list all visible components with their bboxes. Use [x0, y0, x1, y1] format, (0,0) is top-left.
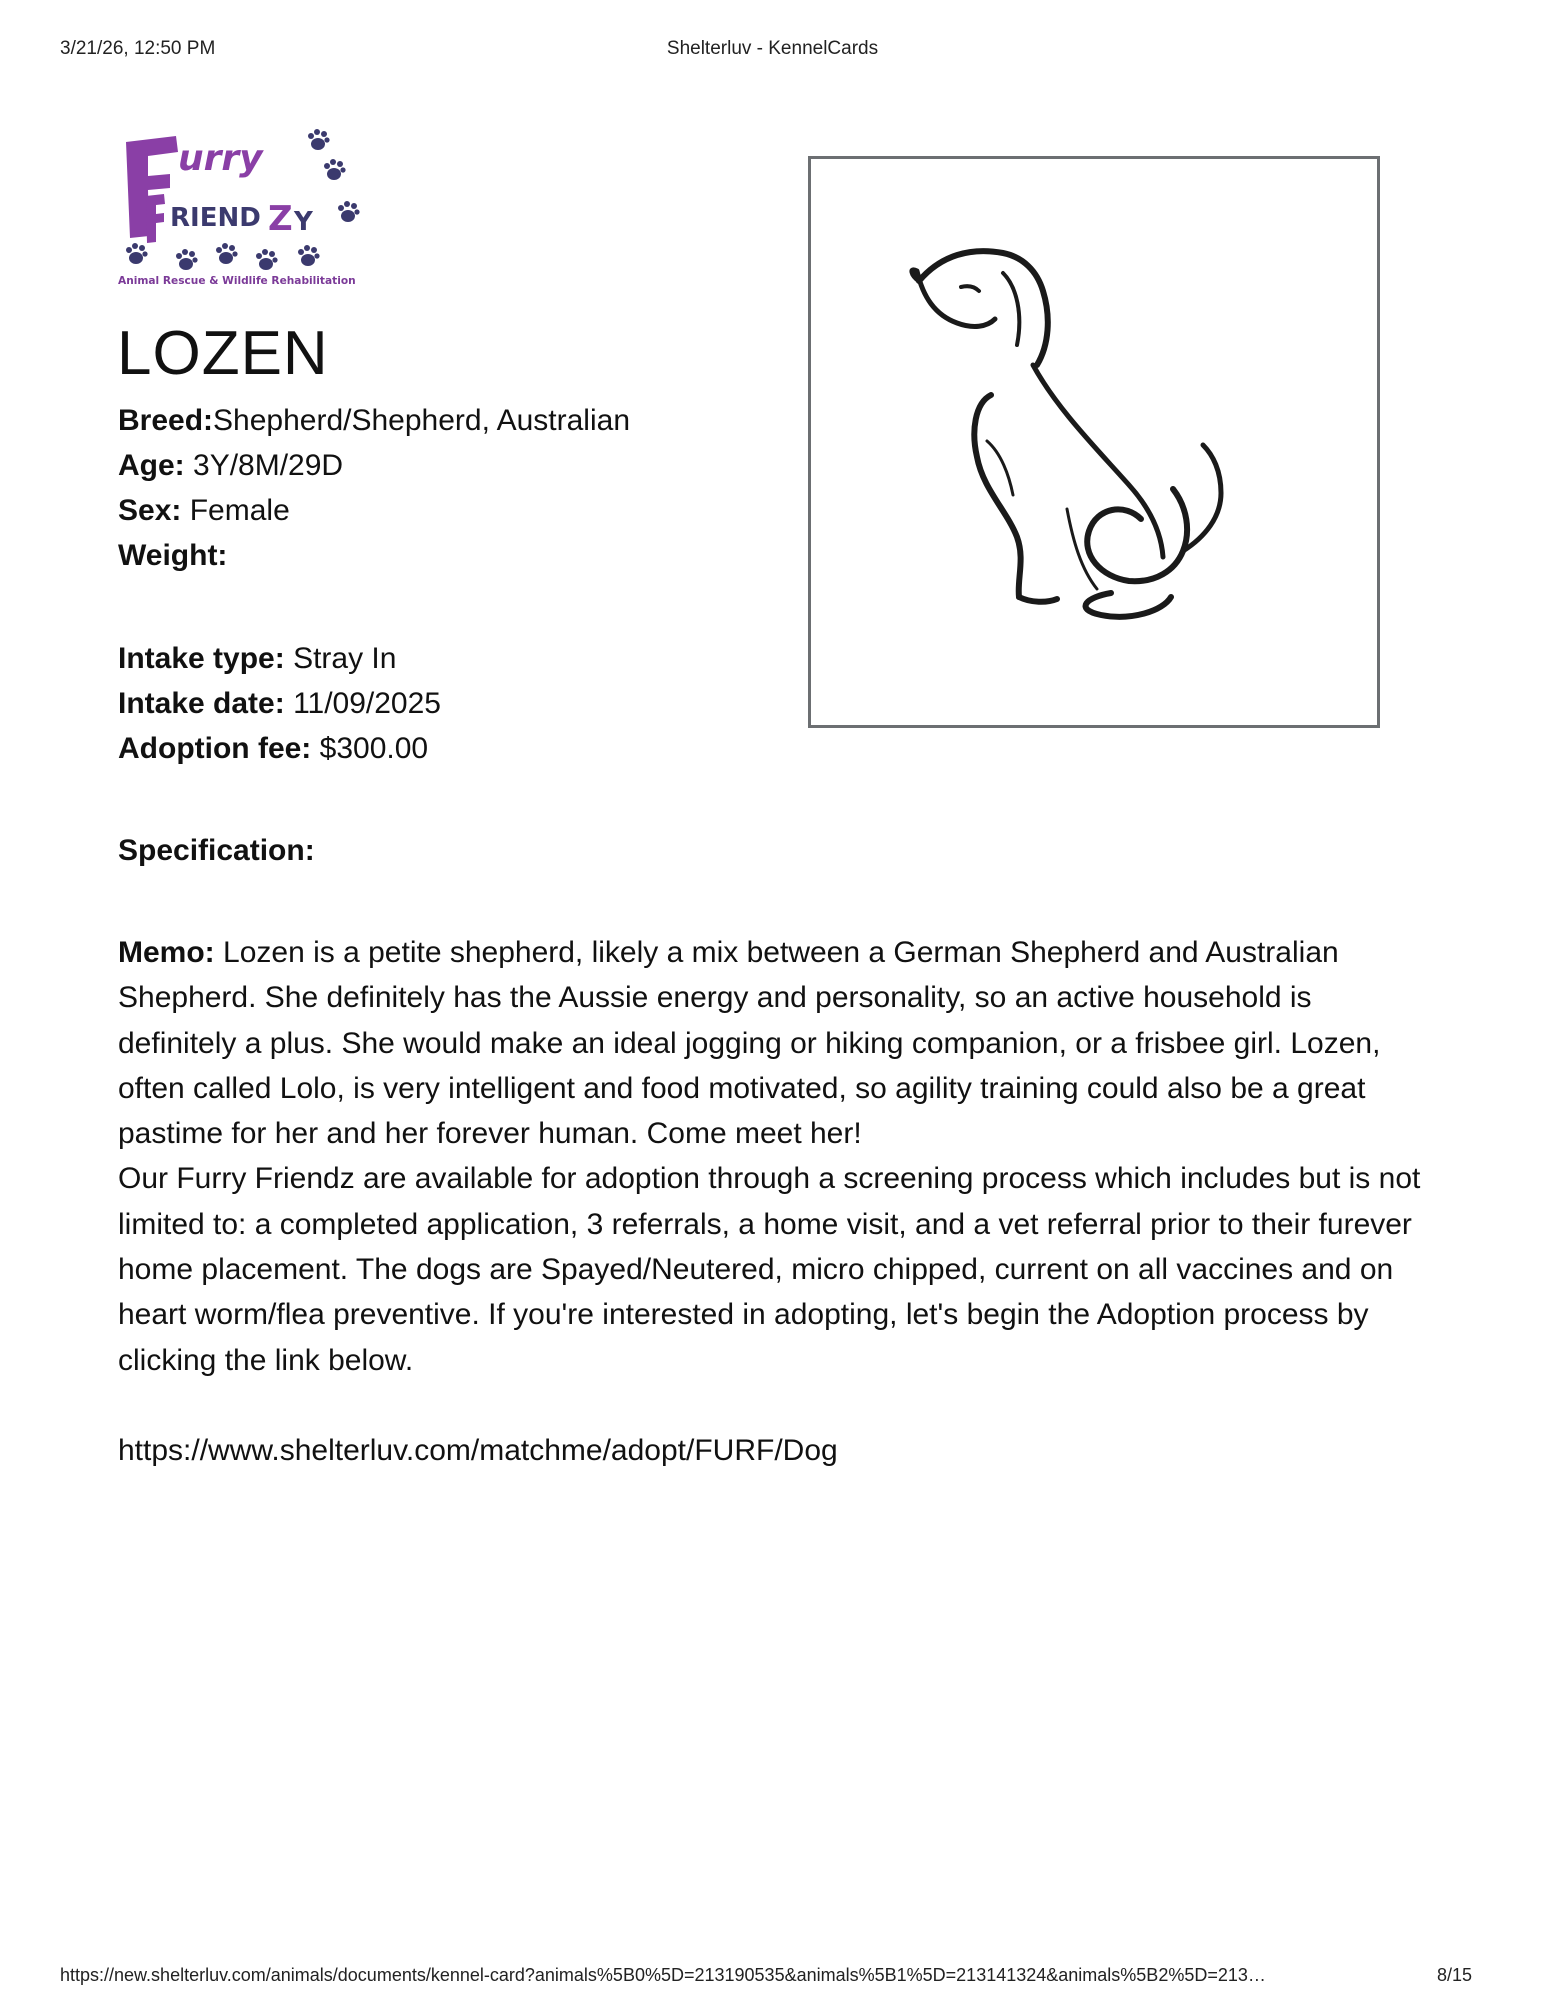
sex-value: Female — [189, 494, 290, 527]
intake-date-row — [118, 681, 441, 726]
specification-label: Specification: — [118, 834, 315, 867]
intake-date-value: 11/09/2025 — [293, 687, 441, 720]
intake-type-label: Intake type: — [118, 642, 285, 675]
intake-date-label: Intake date: — [118, 687, 285, 720]
animal-name: LOZEN — [117, 319, 329, 388]
memo-label: Memo: — [118, 936, 215, 969]
print-page-title: Shelterluv - KennelCards — [666, 38, 879, 59]
breed-label: Breed: — [118, 404, 214, 437]
svg-text:Y: Y — [294, 207, 313, 237]
svg-text:Z: Z — [268, 199, 293, 239]
age-row — [118, 443, 630, 488]
memo-paragraph-1 — [118, 930, 1438, 1156]
print-datetime: 3/21/26, 12:50 PM — [60, 38, 216, 59]
adoption-fee-row — [118, 726, 441, 771]
adoption-fee-label: Adoption fee: — [118, 732, 312, 765]
memo — [118, 930, 1438, 1383]
intake-type-value: Stray In — [293, 642, 397, 675]
adoption-fee-value: $300.00 — [319, 732, 429, 765]
furry-friendzy-logo — [118, 118, 368, 290]
svg-text:urry: urry — [178, 138, 263, 179]
breed-row — [118, 398, 630, 443]
memo-text-1: Lozen is a petite shepherd, likely a mix between a German Shepherd and Australian Shepherd. She definitely has the Aussie energy and personality, so an active household is definitely a plus. She would make an ideal jogging or hiking companion, or a frisbee girl. Lozen, often called Lolo, is very intelligent and food motivated, so agility training could also be a great pastime for her and her forever human. Come meet her! — [118, 936, 1381, 1151]
adoption-link[interactable]: https://www.shelterluv.com/matchme/adopt/FURF/Dog — [118, 1434, 838, 1467]
animal-photo — [808, 156, 1380, 728]
intake-details — [118, 636, 441, 771]
age-value: 3Y/8M/29D — [193, 449, 344, 482]
animal-details — [118, 398, 630, 578]
sex-label: Sex: — [118, 494, 182, 527]
breed-value: Shepherd/Shepherd, Australian — [213, 404, 630, 437]
weight-label: Weight: — [118, 539, 228, 572]
sitting-dog-line-drawing-icon — [811, 159, 1377, 725]
page-number: 8/15 — [1437, 1965, 1473, 1985]
age-label: Age: — [118, 449, 185, 482]
intake-type-row — [118, 636, 441, 681]
print-header — [0, 38, 1545, 68]
weight-row — [118, 533, 630, 578]
svg-text:RIEND: RIEND — [170, 203, 261, 233]
memo-paragraph-2: Our Furry Friendz are available for adoption through a screening process which includes but is not limited to: a completed application, 3 referrals, a home visit, and a vet referral prior to their furever home placement. The dogs are Spayed/Neutered, micro chipped, current on all vaccines and on heart worm/flea preventive. If you're interested in adopting, let's begin the Adoption process by clicking the link below. — [118, 1162, 1421, 1377]
sex-row — [118, 488, 630, 533]
print-url: https://new.shelterluv.com/animals/documents/kennel-card?animals%5B0%5D=213190535&animals%5B1%5D=213141324&animals%5B2%5D=213… — [60, 1965, 1266, 1985]
svg-text:Animal Rescue & Wildlife Rehab: Animal Rescue & Wildlife Rehabilitation — [118, 275, 356, 287]
